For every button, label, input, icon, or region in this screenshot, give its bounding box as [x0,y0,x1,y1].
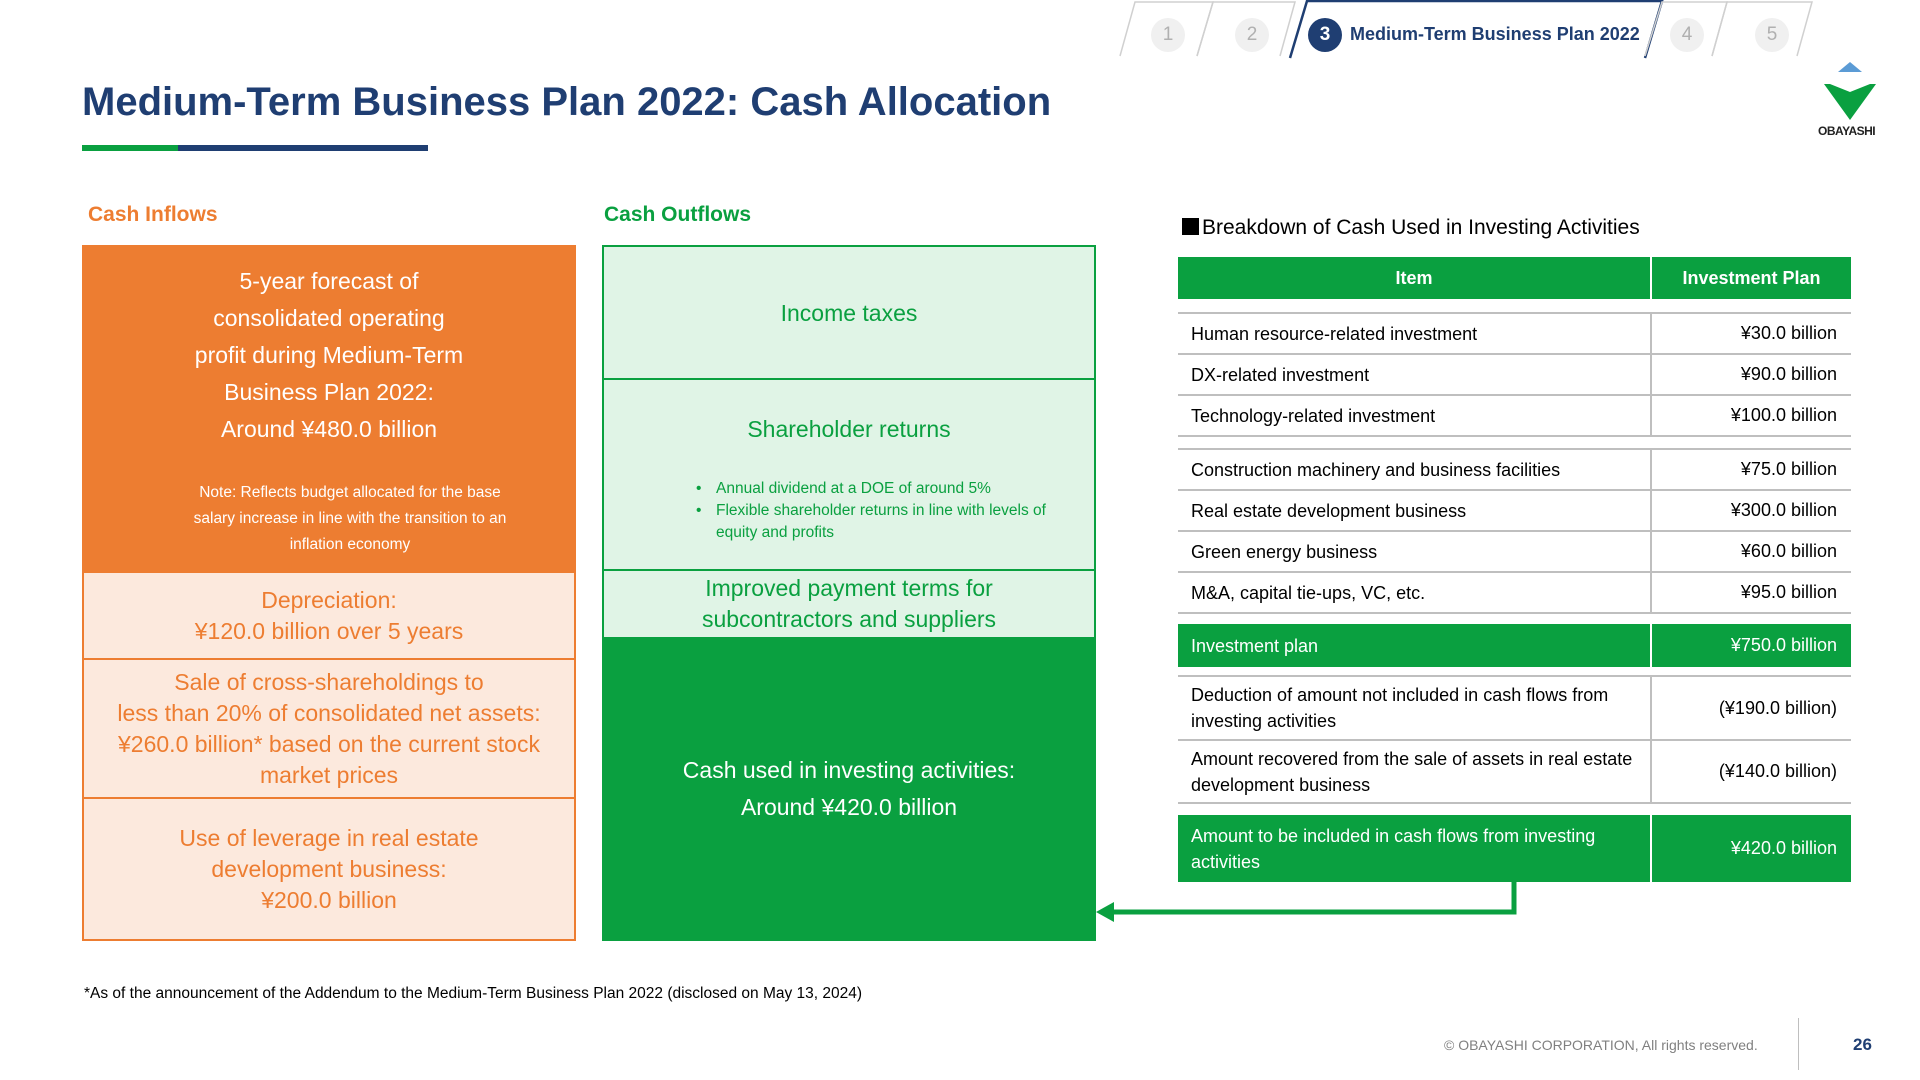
income-taxes-label: Income taxes [780,300,918,326]
tab-4[interactable]: 4 [1670,18,1704,52]
title-underline-green [82,145,178,151]
table-title [1182,216,1640,240]
row-item: Construction machinery and business facilities [1191,459,1561,480]
cross-shareholdings-line: market prices [259,761,399,788]
note-line: Note: Reflects budget allocated for the base [199,484,501,501]
row-value: (¥190.0 billion) [1718,697,1837,718]
note-line: inflation economy [289,536,411,553]
cross-shareholdings-line: less than 20% of consolidated net assets: [117,699,541,726]
depreciation-box [82,571,576,660]
row-value: ¥75.0 billion [1740,459,1837,479]
row-value: ¥95.0 billion [1740,582,1837,602]
row-item: M&A, capital tie-ups, VC, etc. [1191,582,1426,603]
table-title-text: Breakdown of Cash Used in Investing Activities [1202,216,1640,239]
investment-plan-total-row [1178,624,1851,667]
cross-shareholdings-line: Sale of cross-shareholdings to [174,668,484,695]
tab-2[interactable]: 2 [1235,18,1269,52]
row-item: Human resource-related investment [1191,323,1478,344]
operating-profit-line: Around ¥480.0 billion [220,416,438,442]
payment-terms-line: Improved payment terms for [705,575,993,601]
cash-outflows-heading: Cash Outflows [604,203,752,226]
header-investment-plan: Investment Plan [1682,267,1821,288]
investing-activities-box [602,637,1096,941]
row-value: ¥750.0 billion [1730,635,1837,655]
tab-3-label[interactable]: Medium-Term Business Plan 2022 [1350,24,1640,44]
table-row [1178,741,1851,804]
depreciation-line: Depreciation: [261,586,397,613]
connector-arrow-icon [1090,880,1530,930]
table-row [1178,677,1851,741]
row-item: Amount to be included in cash flows from investing activities [1191,825,1596,872]
copyright: © OBAYASHI CORPORATION, All rights reserved. [1444,1037,1758,1053]
row-item: Investment plan [1191,635,1319,656]
header-item: Item [1395,268,1433,288]
leverage-line: Use of leverage in real estate [179,824,479,851]
table-row [1178,573,1851,614]
page-title: Medium-Term Business Plan 2022: Cash Allocation [82,80,1052,124]
footer-divider [1798,1018,1799,1070]
leverage-line: ¥200.0 billion [261,886,397,913]
cash-flow-total-row [1178,815,1851,882]
table-header-row [1178,257,1851,299]
shareholder-returns-box [602,378,1096,571]
row-item: Amount recovered from the sale of assets in real estate development business [1191,748,1633,795]
table-row [1178,355,1851,396]
cash-inflows-heading: Cash Inflows [88,203,218,226]
bullet-item: • Annual dividend at a DOE of around 5% [696,478,1076,500]
tab-5[interactable]: 5 [1755,18,1789,52]
cross-shareholdings-line: ¥260.0 billion* based on the current stock [118,730,540,757]
investing-activities-line: Cash used in investing activities: [682,757,1016,783]
row-value: (¥140.0 billion) [1718,761,1837,781]
income-taxes-box [602,245,1096,380]
table-row [1178,532,1851,573]
square-bullet-icon [1182,218,1199,235]
table-row [1178,491,1851,532]
leverage-box [82,797,576,941]
tab-1[interactable]: 1 [1151,18,1185,52]
table-row [1178,396,1851,437]
row-item: Real estate development business [1191,500,1467,521]
row-item: Technology-related investment [1191,405,1436,426]
row-value: ¥30.0 billion [1740,323,1837,343]
operating-profit-line: Business Plan 2022: [224,379,434,405]
cross-shareholdings-box [82,658,576,799]
leverage-line: development business: [211,855,447,882]
row-value: ¥90.0 billion [1740,364,1837,384]
section-tabs [1115,0,1850,60]
payment-terms-box [602,569,1096,639]
row-item: DX-related investment [1191,364,1370,385]
shareholder-returns-label: Shareholder returns [747,416,951,442]
row-value: ¥60.0 billion [1740,541,1837,561]
shareholder-returns-bullets [696,478,1076,544]
bullet-item: • Flexible shareholder returns in line with levels of equity and profits [696,500,1076,544]
row-value: ¥100.0 billion [1730,405,1837,425]
table-row [1178,314,1851,355]
page-number: 26 [1853,1035,1872,1054]
investing-activities-line: Around ¥420.0 billion [740,794,958,820]
footnote: *As of the announcement of the Addendum to the Medium-Term Business Plan 2022 (disclosed on May 13, 2024) [84,985,863,1002]
row-value: ¥420.0 billion [1730,838,1837,858]
operating-profit-line: consolidated operating [213,305,445,331]
row-value: ¥300.0 billion [1730,500,1837,520]
row-item: Green energy business [1191,541,1378,562]
operating-profit-note [170,480,530,558]
logo-text: OBAYASHI [1818,124,1876,138]
payment-terms-line: subcontractors and suppliers [701,606,997,632]
table-row [1178,450,1851,491]
row-item: Deduction of amount not included in cash flows from investing activities [1191,685,1609,731]
title-underline-blue [178,145,428,151]
operating-profit-line: 5-year forecast of [239,268,419,294]
operating-profit-text [82,263,576,448]
operating-profit-line: profit during Medium-Term [194,342,464,368]
tab-3[interactable]: 3 [1308,18,1342,52]
depreciation-line: ¥120.0 billion over 5 years [194,617,464,644]
note-line: salary increase in line with the transition to an [193,510,507,527]
